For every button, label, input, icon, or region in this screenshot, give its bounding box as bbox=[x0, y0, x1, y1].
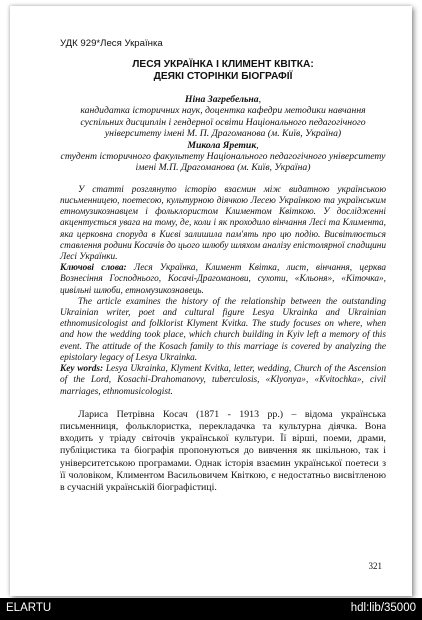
keywords-label: Key words: bbox=[60, 364, 104, 375]
author-name: Микола Яретик bbox=[187, 139, 257, 151]
keywords-label: Ключові слова: bbox=[60, 263, 127, 274]
keywords-english bbox=[60, 364, 386, 398]
author-block-2: Микола Яретик, студент історичного факультету Національного педагогічного університету імені М.П. Драгоманова (м. Київ, Україна) bbox=[60, 139, 386, 174]
document-page bbox=[10, 6, 412, 596]
title-line-1: ЛЕСЯ УКРАЇНКА І КЛИМЕНТ КВІТКА: bbox=[132, 59, 314, 70]
keywords-ukrainian bbox=[60, 263, 386, 297]
keywords-text: Lesya Ukrainka, Klyment Kvitka, letter, wedding, Church of the Ascension of the Lord, Kosachi-Drahomanovy, tuberculosis, «Klyonya», «Kvitochka», civil marriages, ethnomusicologist. bbox=[60, 364, 387, 397]
author-affiliation: кандидатка історичних наук, доцентка кафедри методики навчання суспільних дисциплін і гендерної освіти Національного педагогічного університету імені М. П. Драгоманова (м. Київ, Україна) bbox=[80, 105, 366, 140]
footer-repository-label: ELARTU bbox=[6, 602, 52, 614]
abstract-ukrainian: У статті розглянуто історію взаємин між видатною українською письменницею, поетесою, культурною діячкою Лесею Українкою та українським етномузикознавцем і фольклористом Климентом Квіткою. У дослідженні акцентується увага на тому, де, коли і як проходило вінчання Лесі та Климента, яка церковна споруда в Києві залишила пам'ять про цю подію. Висвітлюється ставлення родини Косачів до цього шлюбу шляхом аналізу епістолярної спадщини Лесі Українки. bbox=[60, 184, 386, 263]
keywords-text: Леся Українка, Климент Квітка, лист, вінчання, церква Вознесіння Господнього, Косачі-Драгоманови, сухоти, «Кльоня», «Кіточка», цивільні шлюби, етномузикознавець. bbox=[60, 263, 386, 296]
page-content bbox=[60, 38, 386, 494]
author-name: Ніна Загребельна bbox=[184, 94, 259, 105]
footer-handle-link[interactable]: hdl:lib/35000 bbox=[350, 602, 416, 614]
page-number: 321 bbox=[368, 561, 382, 571]
author-affiliation: студент історичного факультету Національного педагогічного університету імені М.П. Драгоманова (м. Київ, Україна) bbox=[60, 151, 386, 174]
author-block-1: Ніна Загребельна, кандидатка історичних наук, доцентка кафедри методики навчання суспільних дисциплін і гендерної освіти Національного педагогічного університету імені М. П. Драгоманова (м. Київ, Україна) bbox=[60, 94, 386, 140]
abstract bbox=[60, 185, 386, 398]
body-paragraph: Лариса Петрівна Косач (1871 - 1913 рр.) – відома українська письменниця, фольклористка, перекладачка та культурна діячка. Вона входить у тріаду світочів української культури. Її вірші, поеми, драми, публіцистика та біографія пропонуються до вивчення як шкільною, так і університетською програмами. Однак історія взаємин української поетеси з її чоловіком, Климентом Васильовичем Квіткою, є недостатньо висвітленою в сучасній українській біографістиці. bbox=[60, 408, 386, 493]
body-text bbox=[60, 409, 386, 494]
footer-bar bbox=[0, 598, 422, 620]
title-line-2: ДЕЯКІ СТОРІНКИ БІОГРАФІЇ bbox=[153, 71, 293, 82]
abstract-english: The article examines the history of the relationship between the outstanding Ukrainian writer, poet and cultural figure Lesya Ukrainka and Ukrainian ethnomusicologist and folklorist Klyment Kvitka. The study focuses on where, when and how the wedding took place, which church building in Kyiv left a memory of this event. The attitude of the Kosach family to this marriage is covered by analyzing the epistolary legacy of Lesya Ukrainka. bbox=[60, 296, 386, 363]
udk-code: УДК 929*Леся Українка bbox=[60, 38, 163, 49]
article-title bbox=[60, 59, 386, 83]
